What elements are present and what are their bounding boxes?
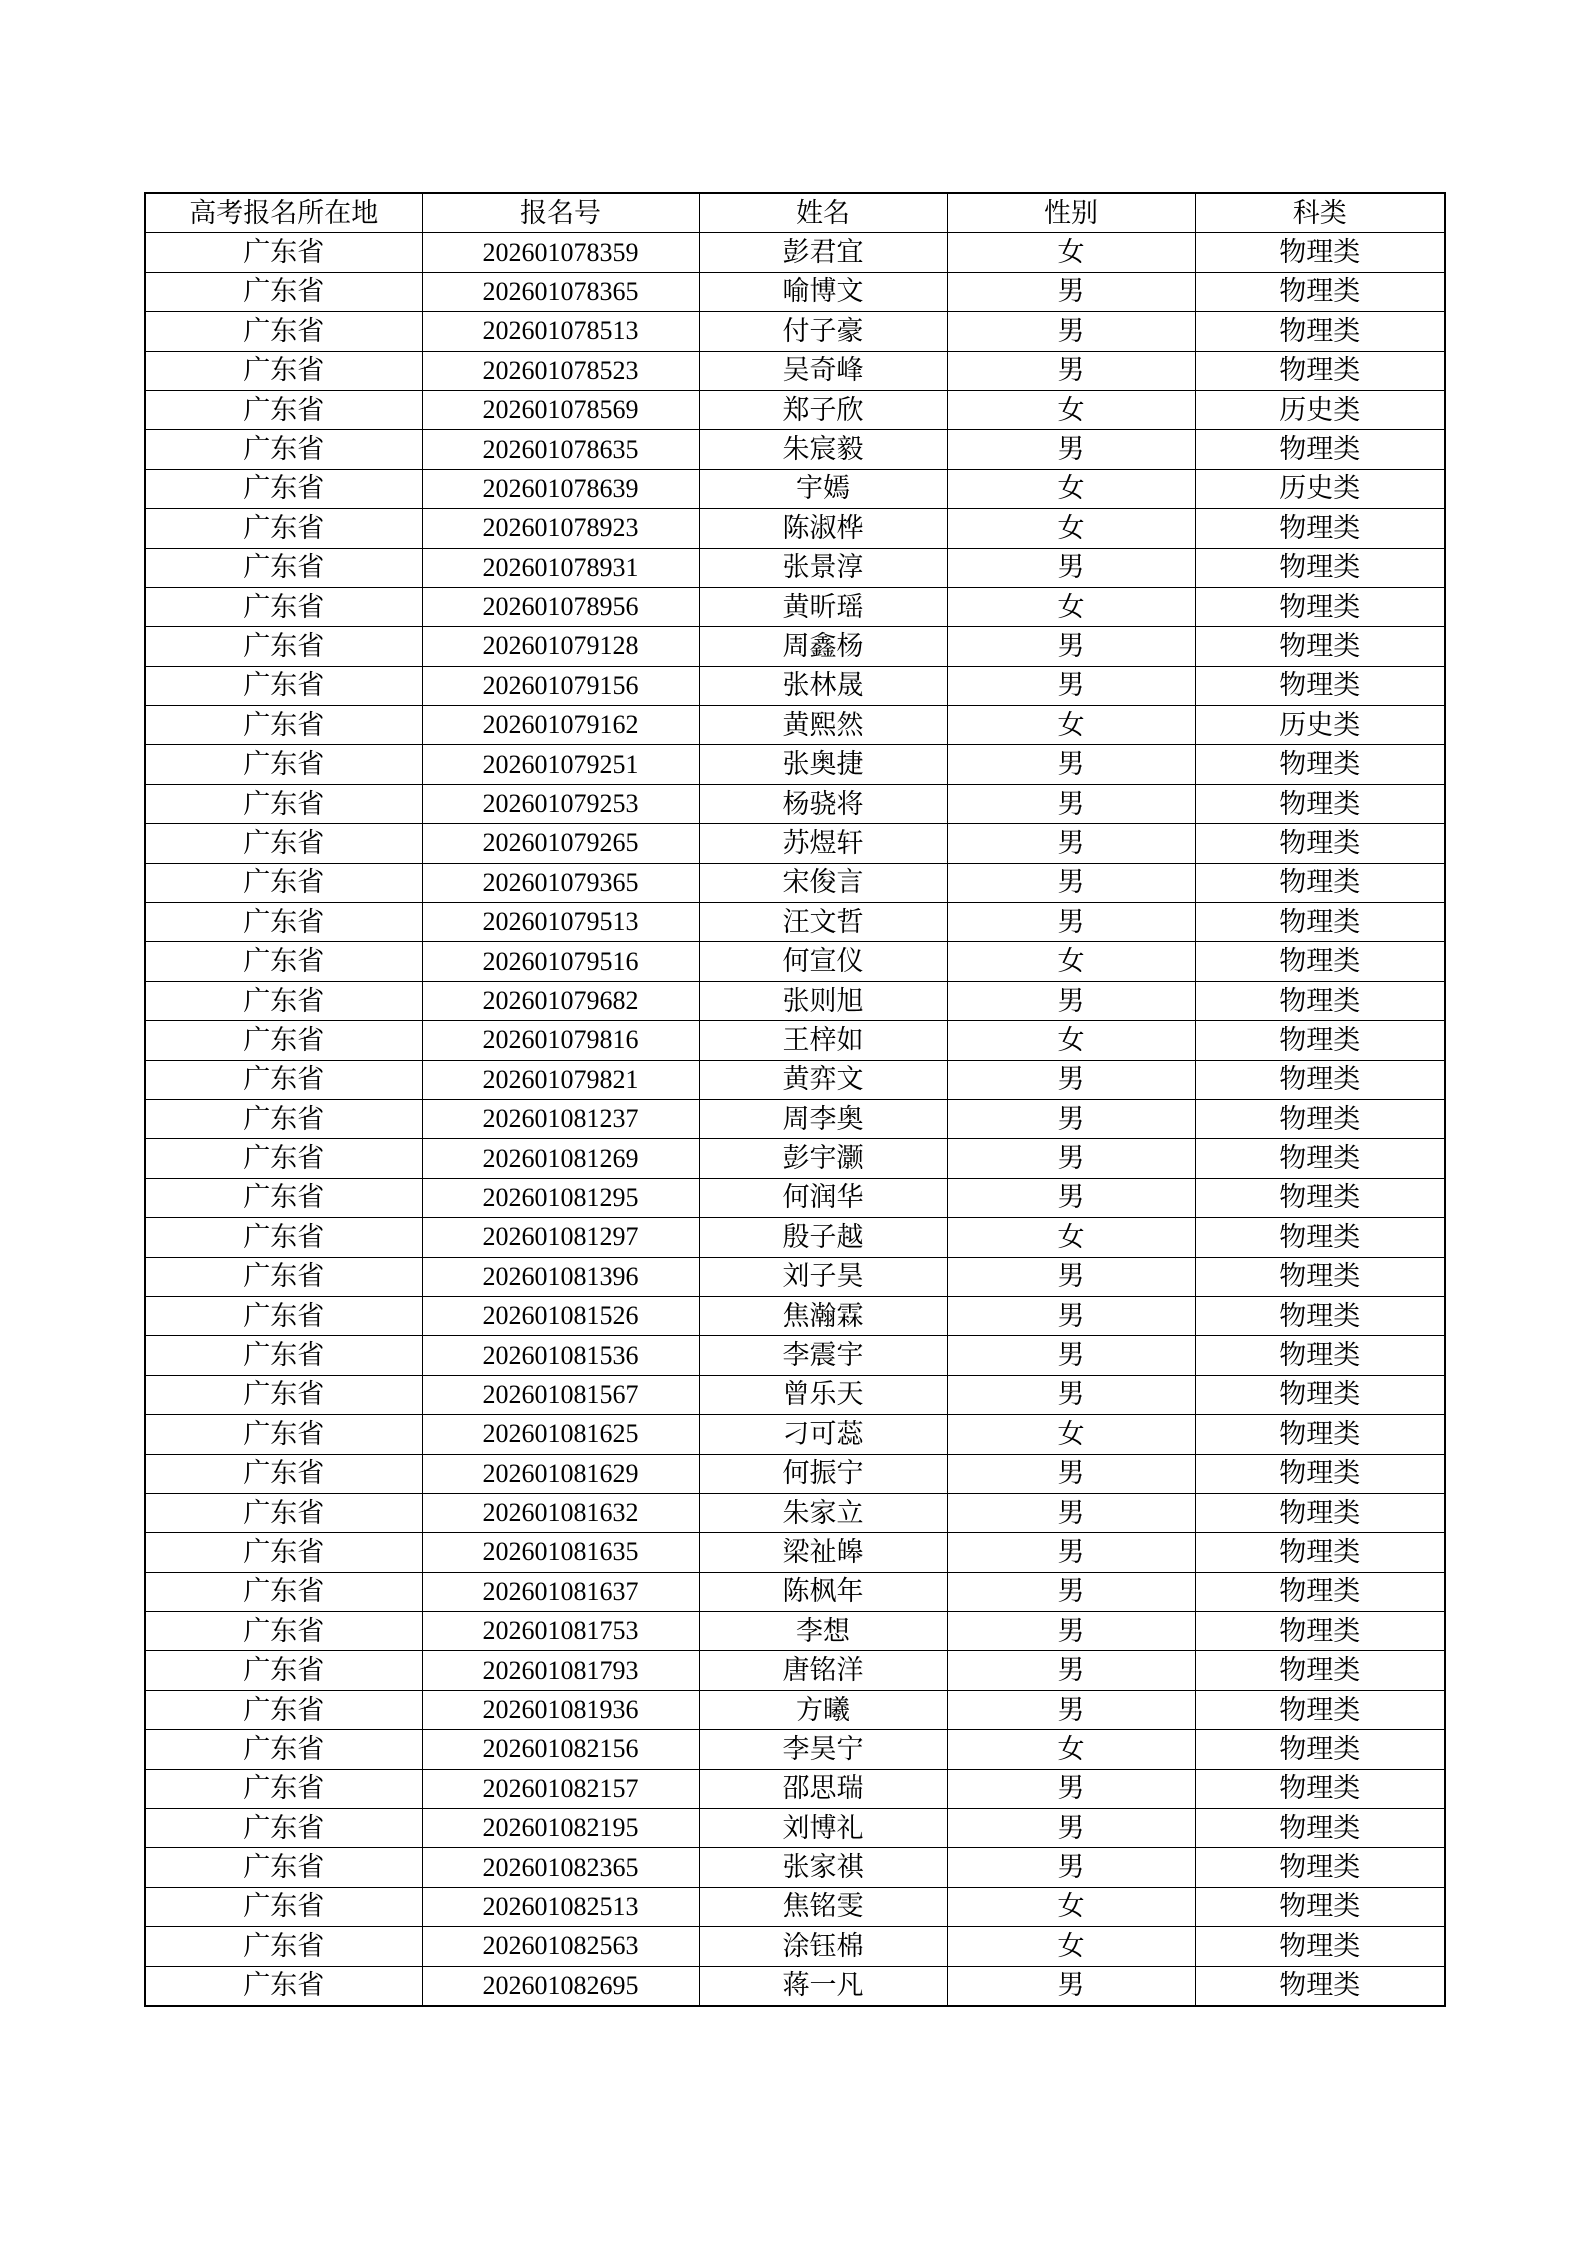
cell-registration-number: 202601079365 [422, 863, 699, 902]
cell-subject-category: 物理类 [1195, 1454, 1445, 1493]
cell-gender: 男 [947, 1809, 1195, 1848]
cell-location: 广东省 [145, 1730, 422, 1769]
table-body [145, 233, 1445, 2006]
cell-name: 方曦 [699, 1690, 947, 1729]
cell-registration-number: 202601079128 [422, 627, 699, 666]
table-row [145, 1887, 1445, 1926]
cell-subject-category: 物理类 [1195, 1415, 1445, 1454]
cell-subject-category: 物理类 [1195, 1612, 1445, 1651]
cell-registration-number: 202601081632 [422, 1493, 699, 1532]
cell-subject-category: 物理类 [1195, 1848, 1445, 1887]
cell-gender: 女 [947, 509, 1195, 548]
cell-location: 广东省 [145, 469, 422, 508]
cell-name: 何宣仪 [699, 942, 947, 981]
cell-name: 黄昕瑶 [699, 587, 947, 626]
cell-subject-category: 物理类 [1195, 233, 1445, 272]
cell-subject-category: 历史类 [1195, 469, 1445, 508]
cell-name: 张景淳 [699, 548, 947, 587]
table-row [145, 1572, 1445, 1611]
table-row [145, 469, 1445, 508]
cell-gender: 女 [947, 233, 1195, 272]
cell-registration-number: 202601082365 [422, 1848, 699, 1887]
cell-location: 广东省 [145, 272, 422, 311]
cell-gender: 男 [947, 1651, 1195, 1690]
cell-subject-category: 物理类 [1195, 1296, 1445, 1335]
cell-registration-number: 202601082195 [422, 1809, 699, 1848]
cell-name: 周鑫杨 [699, 627, 947, 666]
header-gender: 性别 [947, 193, 1195, 233]
cell-name: 宇嫣 [699, 469, 947, 508]
cell-location: 广东省 [145, 1296, 422, 1335]
cell-gender: 男 [947, 351, 1195, 390]
table-row [145, 1730, 1445, 1769]
table-row [145, 1690, 1445, 1729]
cell-name: 何振宁 [699, 1454, 947, 1493]
cell-location: 广东省 [145, 942, 422, 981]
cell-location: 广东省 [145, 233, 422, 272]
cell-subject-category: 物理类 [1195, 430, 1445, 469]
cell-registration-number: 202601078931 [422, 548, 699, 587]
table-row [145, 745, 1445, 784]
cell-registration-number: 202601079253 [422, 784, 699, 823]
table-header [145, 193, 1445, 233]
cell-registration-number: 202601081297 [422, 1218, 699, 1257]
cell-registration-number: 202601081629 [422, 1454, 699, 1493]
cell-name: 殷子越 [699, 1218, 947, 1257]
cell-subject-category: 物理类 [1195, 1769, 1445, 1808]
header-location: 高考报名所在地 [145, 193, 422, 233]
table-row [145, 233, 1445, 272]
cell-gender: 男 [947, 312, 1195, 351]
cell-gender: 男 [947, 1454, 1195, 1493]
cell-name: 焦瀚霖 [699, 1296, 947, 1335]
cell-location: 广东省 [145, 863, 422, 902]
cell-registration-number: 202601081625 [422, 1415, 699, 1454]
cell-location: 广东省 [145, 1375, 422, 1414]
header-registration-number: 报名号 [422, 193, 699, 233]
cell-gender: 男 [947, 824, 1195, 863]
cell-subject-category: 物理类 [1195, 1021, 1445, 1060]
table-row [145, 863, 1445, 902]
table-row [145, 1612, 1445, 1651]
cell-location: 广东省 [145, 1139, 422, 1178]
cell-name: 陈淑桦 [699, 509, 947, 548]
cell-registration-number: 202601081526 [422, 1296, 699, 1335]
cell-gender: 男 [947, 863, 1195, 902]
cell-location: 广东省 [145, 390, 422, 429]
cell-subject-category: 物理类 [1195, 627, 1445, 666]
cell-location: 广东省 [145, 824, 422, 863]
cell-gender: 男 [947, 1493, 1195, 1532]
cell-name: 彭宇灏 [699, 1139, 947, 1178]
table-row [145, 312, 1445, 351]
cell-name: 汪文哲 [699, 903, 947, 942]
cell-subject-category: 物理类 [1195, 1099, 1445, 1138]
cell-location: 广东省 [145, 1178, 422, 1217]
cell-registration-number: 202601078635 [422, 430, 699, 469]
cell-location: 广东省 [145, 1927, 422, 1966]
cell-gender: 女 [947, 1927, 1195, 1966]
table-row [145, 1533, 1445, 1572]
cell-location: 广东省 [145, 627, 422, 666]
cell-location: 广东省 [145, 312, 422, 351]
table-row [145, 430, 1445, 469]
table-row [145, 1060, 1445, 1099]
cell-location: 广东省 [145, 1099, 422, 1138]
cell-subject-category: 物理类 [1195, 1572, 1445, 1611]
cell-gender: 男 [947, 1257, 1195, 1296]
cell-name: 梁祉皞 [699, 1533, 947, 1572]
cell-name: 周李奥 [699, 1099, 947, 1138]
table-row [145, 1257, 1445, 1296]
cell-name: 刁可蕊 [699, 1415, 947, 1454]
cell-gender: 男 [947, 1178, 1195, 1217]
cell-location: 广东省 [145, 1690, 422, 1729]
cell-location: 广东省 [145, 1218, 422, 1257]
cell-subject-category: 物理类 [1195, 863, 1445, 902]
cell-gender: 男 [947, 1375, 1195, 1414]
cell-location: 广东省 [145, 1848, 422, 1887]
cell-name: 喻博文 [699, 272, 947, 311]
cell-registration-number: 202601078365 [422, 272, 699, 311]
cell-registration-number: 202601079816 [422, 1021, 699, 1060]
table-row [145, 1927, 1445, 1966]
cell-gender: 女 [947, 942, 1195, 981]
cell-gender: 女 [947, 706, 1195, 745]
cell-name: 曾乐天 [699, 1375, 947, 1414]
cell-registration-number: 202601079265 [422, 824, 699, 863]
cell-subject-category: 历史类 [1195, 390, 1445, 429]
cell-location: 广东省 [145, 1060, 422, 1099]
cell-gender: 男 [947, 666, 1195, 705]
table-row [145, 1139, 1445, 1178]
cell-name: 涂钰棉 [699, 1927, 947, 1966]
cell-location: 广东省 [145, 903, 422, 942]
table-row [145, 272, 1445, 311]
cell-registration-number: 202601079162 [422, 706, 699, 745]
cell-registration-number: 202601082695 [422, 1966, 699, 2006]
table-row [145, 1415, 1445, 1454]
cell-name: 杨骁将 [699, 784, 947, 823]
cell-gender: 男 [947, 1336, 1195, 1375]
cell-location: 广东省 [145, 1809, 422, 1848]
cell-registration-number: 202601081269 [422, 1139, 699, 1178]
cell-subject-category: 物理类 [1195, 824, 1445, 863]
cell-gender: 男 [947, 784, 1195, 823]
cell-gender: 男 [947, 1690, 1195, 1729]
cell-name: 张林晟 [699, 666, 947, 705]
cell-gender: 男 [947, 272, 1195, 311]
cell-gender: 女 [947, 1730, 1195, 1769]
cell-name: 焦铭雯 [699, 1887, 947, 1926]
table-row [145, 1336, 1445, 1375]
cell-subject-category: 物理类 [1195, 1809, 1445, 1848]
cell-gender: 男 [947, 1966, 1195, 2006]
cell-location: 广东省 [145, 587, 422, 626]
cell-name: 宋俊言 [699, 863, 947, 902]
cell-gender: 男 [947, 1572, 1195, 1611]
cell-name: 邵思瑞 [699, 1769, 947, 1808]
cell-registration-number: 202601078523 [422, 351, 699, 390]
cell-location: 广东省 [145, 1336, 422, 1375]
cell-gender: 男 [947, 1060, 1195, 1099]
cell-subject-category: 物理类 [1195, 587, 1445, 626]
table-row [145, 1769, 1445, 1808]
cell-name: 苏煜轩 [699, 824, 947, 863]
cell-subject-category: 物理类 [1195, 1927, 1445, 1966]
header-name: 姓名 [699, 193, 947, 233]
cell-subject-category: 物理类 [1195, 1178, 1445, 1217]
cell-location: 广东省 [145, 1769, 422, 1808]
cell-name: 刘子昊 [699, 1257, 947, 1296]
cell-location: 广东省 [145, 1257, 422, 1296]
table-row [145, 824, 1445, 863]
cell-location: 广东省 [145, 1533, 422, 1572]
table-row [145, 1966, 1445, 2006]
cell-subject-category: 物理类 [1195, 312, 1445, 351]
cell-registration-number: 202601082156 [422, 1730, 699, 1769]
cell-location: 广东省 [145, 1612, 422, 1651]
cell-location: 广东省 [145, 1493, 422, 1532]
cell-gender: 男 [947, 1296, 1195, 1335]
admission-roster-table [144, 192, 1446, 2007]
cell-gender: 男 [947, 1848, 1195, 1887]
cell-gender: 男 [947, 1769, 1195, 1808]
cell-name: 郑子欣 [699, 390, 947, 429]
cell-subject-category: 物理类 [1195, 548, 1445, 587]
cell-location: 广东省 [145, 351, 422, 390]
cell-registration-number: 202601081536 [422, 1336, 699, 1375]
cell-subject-category: 物理类 [1195, 1966, 1445, 2006]
cell-location: 广东省 [145, 1966, 422, 2006]
cell-registration-number: 202601078513 [422, 312, 699, 351]
cell-gender: 女 [947, 1887, 1195, 1926]
table-row [145, 1218, 1445, 1257]
cell-gender: 男 [947, 430, 1195, 469]
cell-name: 张家祺 [699, 1848, 947, 1887]
cell-gender: 女 [947, 1021, 1195, 1060]
table-row [145, 1809, 1445, 1848]
table-row [145, 1375, 1445, 1414]
cell-location: 广东省 [145, 1454, 422, 1493]
table-row [145, 942, 1445, 981]
cell-registration-number: 202601082157 [422, 1769, 699, 1808]
header-subject-category: 科类 [1195, 193, 1445, 233]
cell-gender: 女 [947, 587, 1195, 626]
cell-gender: 女 [947, 390, 1195, 429]
cell-subject-category: 物理类 [1195, 509, 1445, 548]
cell-name: 彭君宜 [699, 233, 947, 272]
cell-registration-number: 202601078569 [422, 390, 699, 429]
cell-subject-category: 物理类 [1195, 1218, 1445, 1257]
cell-name: 李震宇 [699, 1336, 947, 1375]
table-row [145, 1651, 1445, 1690]
table-row [145, 666, 1445, 705]
cell-registration-number: 202601081637 [422, 1572, 699, 1611]
cell-location: 广东省 [145, 1415, 422, 1454]
cell-registration-number: 202601081567 [422, 1375, 699, 1414]
cell-location: 广东省 [145, 509, 422, 548]
cell-registration-number: 202601078639 [422, 469, 699, 508]
cell-name: 吴奇峰 [699, 351, 947, 390]
cell-name: 何润华 [699, 1178, 947, 1217]
cell-name: 蒋一凡 [699, 1966, 947, 2006]
cell-registration-number: 202601081237 [422, 1099, 699, 1138]
cell-subject-category: 物理类 [1195, 272, 1445, 311]
cell-location: 广东省 [145, 706, 422, 745]
cell-location: 广东省 [145, 666, 422, 705]
cell-subject-category: 物理类 [1195, 1139, 1445, 1178]
cell-subject-category: 物理类 [1195, 1533, 1445, 1572]
cell-subject-category: 物理类 [1195, 784, 1445, 823]
cell-gender: 女 [947, 1415, 1195, 1454]
cell-subject-category: 物理类 [1195, 745, 1445, 784]
cell-subject-category: 物理类 [1195, 981, 1445, 1020]
table-row [145, 1454, 1445, 1493]
table-row [145, 587, 1445, 626]
table-row [145, 390, 1445, 429]
table-row [145, 1021, 1445, 1060]
cell-registration-number: 202601081936 [422, 1690, 699, 1729]
cell-subject-category: 物理类 [1195, 942, 1445, 981]
table-row [145, 784, 1445, 823]
cell-location: 广东省 [145, 548, 422, 587]
cell-gender: 男 [947, 627, 1195, 666]
cell-registration-number: 202601081753 [422, 1612, 699, 1651]
cell-subject-category: 物理类 [1195, 1493, 1445, 1532]
table-row [145, 548, 1445, 587]
cell-subject-category: 物理类 [1195, 1887, 1445, 1926]
cell-registration-number: 202601081396 [422, 1257, 699, 1296]
cell-gender: 男 [947, 1139, 1195, 1178]
cell-registration-number: 202601082563 [422, 1927, 699, 1966]
table-row [145, 1848, 1445, 1887]
cell-name: 黄熙然 [699, 706, 947, 745]
cell-name: 张奥捷 [699, 745, 947, 784]
cell-registration-number: 202601079821 [422, 1060, 699, 1099]
table-row [145, 509, 1445, 548]
cell-registration-number: 202601079516 [422, 942, 699, 981]
cell-gender: 男 [947, 1612, 1195, 1651]
header-row [145, 193, 1445, 233]
cell-gender: 男 [947, 981, 1195, 1020]
table-row [145, 627, 1445, 666]
cell-name: 张则旭 [699, 981, 947, 1020]
cell-name: 付子豪 [699, 312, 947, 351]
cell-subject-category: 物理类 [1195, 1730, 1445, 1769]
cell-subject-category: 物理类 [1195, 351, 1445, 390]
cell-name: 黄弈文 [699, 1060, 947, 1099]
cell-subject-category: 物理类 [1195, 1336, 1445, 1375]
cell-subject-category: 物理类 [1195, 666, 1445, 705]
cell-name: 朱家立 [699, 1493, 947, 1532]
cell-location: 广东省 [145, 1887, 422, 1926]
cell-location: 广东省 [145, 745, 422, 784]
cell-registration-number: 202601078923 [422, 509, 699, 548]
table-row [145, 351, 1445, 390]
cell-subject-category: 历史类 [1195, 706, 1445, 745]
cell-location: 广东省 [145, 1021, 422, 1060]
cell-subject-category: 物理类 [1195, 1651, 1445, 1690]
cell-registration-number: 202601081793 [422, 1651, 699, 1690]
cell-name: 李昊宁 [699, 1730, 947, 1769]
cell-gender: 女 [947, 1218, 1195, 1257]
cell-registration-number: 202601081295 [422, 1178, 699, 1217]
cell-registration-number: 202601078359 [422, 233, 699, 272]
table-row [145, 1493, 1445, 1532]
table-row [145, 1178, 1445, 1217]
cell-subject-category: 物理类 [1195, 903, 1445, 942]
cell-subject-category: 物理类 [1195, 1060, 1445, 1099]
cell-registration-number: 202601079513 [422, 903, 699, 942]
cell-location: 广东省 [145, 430, 422, 469]
cell-registration-number: 202601079156 [422, 666, 699, 705]
cell-gender: 男 [947, 548, 1195, 587]
cell-registration-number: 202601078956 [422, 587, 699, 626]
cell-location: 广东省 [145, 1572, 422, 1611]
table-row [145, 903, 1445, 942]
cell-gender: 男 [947, 1099, 1195, 1138]
cell-subject-category: 物理类 [1195, 1257, 1445, 1296]
cell-name: 李想 [699, 1612, 947, 1651]
cell-name: 朱宸毅 [699, 430, 947, 469]
cell-registration-number: 202601079251 [422, 745, 699, 784]
cell-gender: 男 [947, 1533, 1195, 1572]
cell-gender: 男 [947, 745, 1195, 784]
cell-subject-category: 物理类 [1195, 1690, 1445, 1729]
table-row [145, 706, 1445, 745]
cell-registration-number: 202601081635 [422, 1533, 699, 1572]
cell-name: 唐铭洋 [699, 1651, 947, 1690]
cell-subject-category: 物理类 [1195, 1375, 1445, 1414]
cell-registration-number: 202601082513 [422, 1887, 699, 1926]
cell-location: 广东省 [145, 981, 422, 1020]
table-row [145, 981, 1445, 1020]
cell-location: 广东省 [145, 784, 422, 823]
cell-gender: 男 [947, 903, 1195, 942]
cell-location: 广东省 [145, 1651, 422, 1690]
cell-name: 刘博礼 [699, 1809, 947, 1848]
cell-gender: 女 [947, 469, 1195, 508]
cell-name: 王梓如 [699, 1021, 947, 1060]
cell-name: 陈枫年 [699, 1572, 947, 1611]
cell-registration-number: 202601079682 [422, 981, 699, 1020]
table-row [145, 1296, 1445, 1335]
table-row [145, 1099, 1445, 1138]
